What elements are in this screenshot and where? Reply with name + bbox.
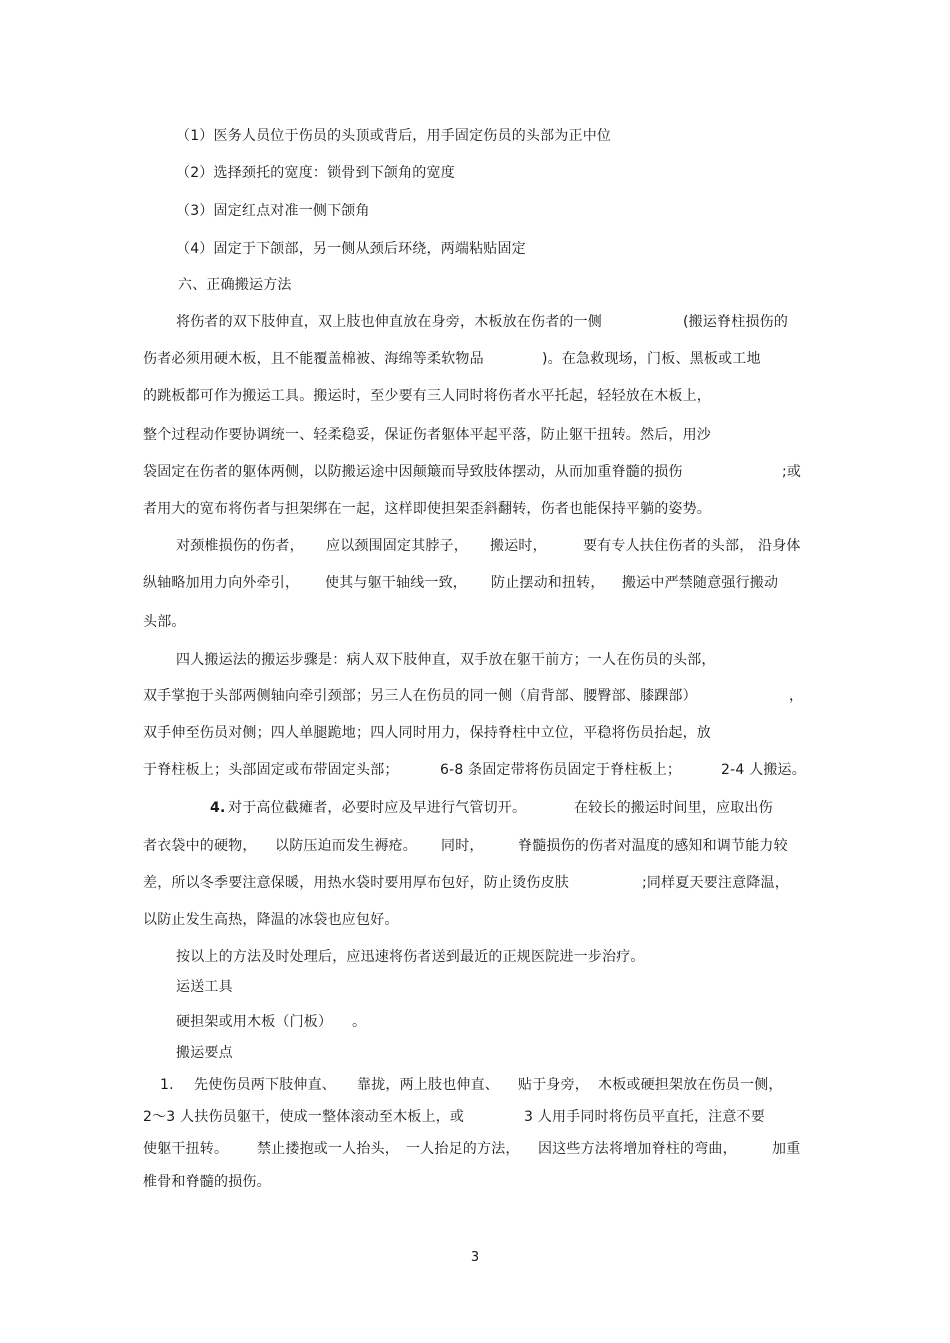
text-segment: 四人搬运法的搬运步骤是：病人双下肢伸直，双手放在躯干前方；一人在伤员的头部， (176, 652, 716, 668)
text-line (0, 945, 950, 969)
text-segment: 防止摆动和扭转， (491, 575, 605, 591)
heading-text: 六、正确搬运方法 (178, 277, 292, 293)
text-segment: 。 (352, 1014, 367, 1030)
text-segment: 硬担架或用木板（门板） (176, 1014, 333, 1030)
text-line (0, 347, 950, 371)
list-number: 4. (210, 800, 226, 816)
text-segment: 整个过程动作要协调统一、轻柔稳妥，保证伤者躯体平起平落，防止躯干扭转。然后，用沙 (143, 427, 711, 443)
text-line (0, 423, 950, 447)
text-line (0, 310, 950, 334)
text-line (0, 1010, 950, 1034)
text-line (0, 124, 950, 148)
text-line (0, 834, 950, 858)
text-segment: 的跳板都可作为搬运工具。搬运时，至少要有三人同时将伤者水平托起，轻轻放在木板上， (143, 388, 711, 404)
text-segment: 差，所以冬季要注意保暖，用热水袋时要用厚布包好，防止烫伤皮肤 (143, 875, 569, 891)
text-line (0, 1137, 950, 1161)
text-segment: 以防压迫而发生褥疮。 (275, 838, 417, 854)
text-segment: （4）固定于下颌部，另一侧从颈后环绕，两端粘贴固定 (176, 241, 526, 257)
text-segment: 应以颈围固定其脖子， (326, 538, 468, 554)
text-segment: 对颈椎损伤的伤者， (176, 538, 304, 554)
text-segment: 在较长的搬运时间里，应取出伤 (574, 800, 773, 816)
text-segment: 者衣袋中的硬物， (143, 838, 257, 854)
text-line (0, 237, 950, 261)
heading-text: 搬运要点 (176, 1045, 233, 1061)
text-segment: 一人抬足的方法， (406, 1141, 520, 1157)
text-line (0, 384, 950, 408)
text-line (0, 908, 950, 932)
text-line (0, 199, 950, 223)
section-heading (0, 1041, 950, 1065)
text-segment: 对于高位截瘫者，必要时应及早进行气管切开。 (228, 800, 527, 816)
text-line (0, 610, 950, 634)
text-segment: 同时， (441, 838, 484, 854)
text-line (0, 460, 950, 484)
text-segment: 因这些方法将增加脊柱的弯曲， (538, 1141, 737, 1157)
text-line (0, 534, 950, 558)
text-segment: 禁止搂抱或一人抬头， (257, 1141, 399, 1157)
text-segment: (搬运脊柱损伤的 (683, 314, 789, 330)
text-segment: 使其与躯干轴线一致， (325, 575, 467, 591)
text-segment: 于脊柱板上；头部固定或布带固定头部； (143, 762, 399, 778)
text-segment: 者用大的宽布将伤者与担架绑在一起，这样即使担架歪斜翻转，伤者也能保持平躺的姿势。 (143, 501, 711, 517)
text-segment: 先使伤员两下肢伸直、 (194, 1077, 336, 1093)
text-segment: （2）选择颈托的宽度：锁骨到下颌角的宽度 (176, 165, 455, 181)
text-line (0, 1170, 950, 1194)
text-segment: )。在急救现场，门板、黑板或工地 (542, 351, 761, 367)
text-segment: 袋固定在伤者的躯体两侧，以防搬运途中因颠簸而导致肢体摆动，从而加重脊髓的损伤 (143, 464, 683, 480)
text-line (0, 1105, 950, 1129)
text-segment: （3）固定红点对准一侧下颌角 (176, 203, 370, 219)
text-segment: 2～3 人扶伤员躯干，使成一整体滚动至木板上，或 (143, 1109, 465, 1125)
text-line (0, 497, 950, 521)
section-heading (0, 975, 950, 999)
text-line (0, 721, 950, 745)
text-segment: 伤者必须用硬木板，且不能覆盖棉被、海绵等柔软物品 (143, 351, 484, 367)
text-line (0, 758, 950, 782)
text-segment: ;同样夏天要注意降温， (642, 875, 789, 891)
page-number: 3 (470, 1250, 480, 1265)
text-segment: 3 人用手同时将伤员平直托，注意不要 (524, 1109, 765, 1125)
text-segment: 以防止发生高热，降温的冰袋也应包好。 (143, 912, 399, 928)
text-segment: 纵轴略加用力向外牵引， (143, 575, 300, 591)
text-segment: 按以上的方法及时处理后，应迅速将伤者送到最近的正规医院进一步治疗。 (176, 949, 645, 965)
text-segment: 搬运时， (490, 538, 547, 554)
text-segment: ;或 (782, 464, 802, 480)
text-segment: 木板或硬担架放在伤员一侧， (598, 1077, 783, 1093)
text-segment: 2-4 人搬运。 (721, 762, 806, 778)
text-segment: 沿身体 (758, 538, 801, 554)
list-number: 1. (160, 1077, 174, 1093)
text-line (0, 684, 950, 708)
text-segment: 双手伸至伤员对侧；四人单腿跪地；四人同时用力，保持脊柱中立位，平稳将伤员抬起，放 (143, 725, 711, 741)
text-line (0, 1073, 950, 1097)
text-segment: 靠拢，两上肢也伸直、 (357, 1077, 499, 1093)
text-segment: 要有专人扶住伤者的头部， (583, 538, 754, 554)
text-segment: （1）医务人员位于伤员的头顶或背后，用手固定伤员的头部为正中位 (176, 128, 612, 144)
text-line (0, 571, 950, 595)
text-segment: 贴于身旁， (518, 1077, 589, 1093)
text-line (0, 796, 950, 820)
text-segment: 搬运中严禁随意强行搬动 (622, 575, 779, 591)
text-segment: ， (789, 688, 804, 704)
text-segment: 脊髓损伤的伤者对温度的感知和调节能力较 (518, 838, 788, 854)
text-segment: 加重 (772, 1141, 801, 1157)
text-line (0, 648, 950, 672)
text-segment: 椎骨和脊髓的损伤。 (143, 1174, 271, 1190)
text-line (0, 871, 950, 895)
text-segment: 双手掌抱于头部两侧轴向牵引颈部；另三人在伤员的同一侧（肩背部、腰臀部、膝踝部） (143, 688, 697, 704)
text-segment: 使躯干扭转。 (143, 1141, 229, 1157)
text-segment: 将伤者的双下肢伸直，双上肢也伸直放在身旁，木板放在伤者的一侧 (176, 314, 602, 330)
text-segment: 头部。 (143, 614, 186, 630)
text-line (0, 161, 950, 185)
text-segment: 6-8 条固定带将伤员固定于脊柱板上； (440, 762, 682, 778)
section-heading (0, 273, 950, 297)
heading-text: 运送工具 (176, 979, 233, 995)
